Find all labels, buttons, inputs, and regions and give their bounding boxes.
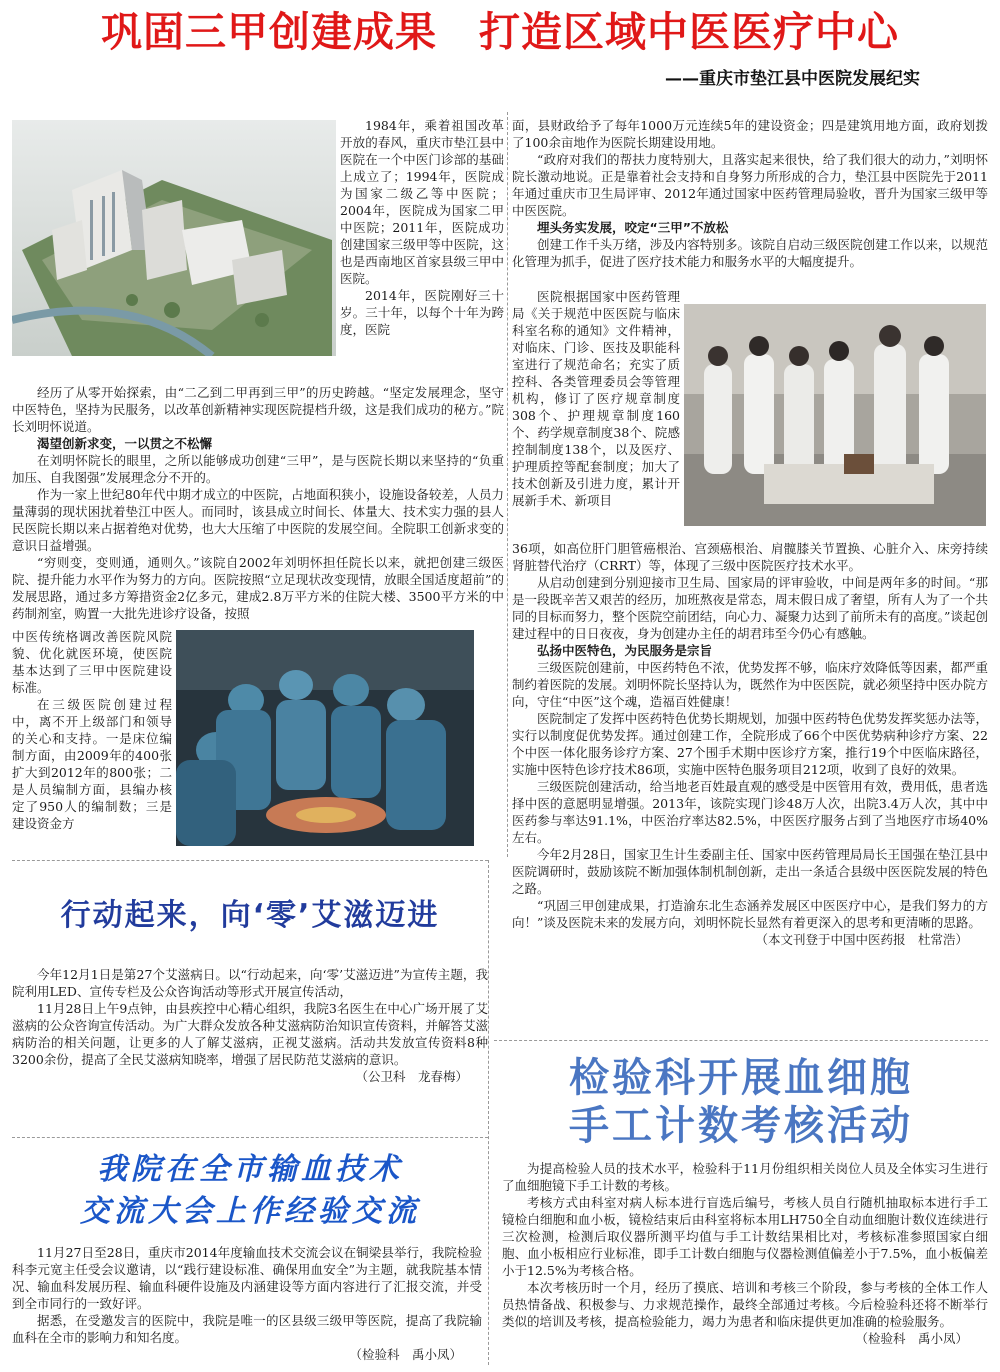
column-divider-lower — [488, 860, 489, 1365]
paragraph: 11月28日上午9点钟，由县疾控中心精心组织，我院3名医生在中心广场开展了艾滋病的公众咨询宣传活动。为广大群众发放各种艾滋病防治知识宣传资料，并解答艾滋病防治的相关问题，让更多的人了解艾滋病，正视艾滋病。活动共发放宣传资料8种3200余份，提高了全民艾滋病知晓率，增强了居民防范艾滋病的意识。 — [12, 1001, 488, 1067]
paragraph: “穷则变，变则通，通则久。”该院自2002年刘明怀担任院长以来，就把创建三级医院、提升能力水平作为努力的方向。医院按照“立足现状改变现情，放眼全国适度超前”的发展思路，通过多方筹措资金2亿多元，建成2.8万平方米的住院大楼、3500平方米的中药制剂室，购置一大批先进诊疗设备，按照 — [12, 555, 504, 621]
paragraph: 经历了从零开始探索，由“二乙到二甲再到三甲”的历史跨越。“坚定发展理念，坚守中医特色，坚持为民服务，以改革创新精神实现医院提档升级，这是我们成功的秘方。”院长刘明怀说道。 — [12, 385, 504, 434]
byline: （检验科 禹小凤） — [349, 1347, 462, 1362]
paragraph: 36项，如高位肝门胆管癌根治、宫颈癌根治、肩髋膝关节置换、心脏介入、床旁持续肾脏替代治疗（CRRT）等，体现了三级中医院医疗技术水平。 — [512, 541, 988, 573]
section-heading: 埋头务实发展，咬定“三甲”不放松 — [537, 220, 729, 235]
col2-wrap-text — [512, 288, 680, 538]
lab-article-body — [502, 1160, 988, 1370]
paragraph: 医院制定了发挥中医药特色优势长期规划，加强中医药特色优势发挥奖惩办法等，实行以制度促优势发挥。通过创建工作，全院形成了66个中医优势病种诊疗方案、22个中医一体化服务诊疗方案、27个围手术期中医诊疗方案，推行19个中医临床路径，实施中医特色诊疗技术86项，实施中医特色服务项目212项，收到了良好的效果。 — [512, 711, 988, 777]
paragraph: 创建工作千头万绪，涉及内容特别多。该院自启动三级医院创建工作以来，以规范化管理为抓手，促进了医疗技术能力和服务水平的大幅度提升。 — [512, 237, 988, 269]
paragraph: 中医传统格调改善医院风院貌、优化就医环境，使医院基本达到了三甲中医院建设标准。 — [12, 629, 172, 695]
paragraph: 面，县财政给予了每年1000万元连续5年的建设资金；四是建筑用地方面，政府划拨了100余亩地作为医院长期建设用地。 — [512, 118, 988, 150]
blood-article-title-line1: 我院在全市输血技术 — [97, 1152, 403, 1187]
paragraph: 在刘明怀院长的眼里，之所以能够成功创建“三甲”，是与医院长期以来坚持的“负重加压、自我图强”发展理念分不开的。 — [12, 453, 504, 485]
paragraph: 从启动创建到分别迎接市卫生局、国家局的评审验收，中间是两年多的时间。“那是一段既辛苦又艰苦的经历，加班熬夜是常态，周末假日成了奢望，所有人为了一个共同的目标而努力，整个医院空前团结，向心力、凝聚力达到了前所未有的高度。”谈起创建过程中的日日夜夜，身为创建办主任的胡君玮至今仍心有感触。 — [512, 575, 988, 641]
paragraph: 11月27日至28日，重庆市2014年度输血技术交流会议在铜梁县举行，我院检验科李元宽主任受会议邀请，以“践行建设标准、确保用血安全”为主题，就我院基本情况、输血科发展历程、输血科硬件设施及内涵建设等方面内容进行了汇报交流，并受到全市同行的一致好评。 — [12, 1245, 482, 1311]
paragraph: “政府对我们的帮扶力度特别大，且落实起来很快，给了我们很大的动力，”刘明怀院长激动地说。正是靠着社会支持和自身努力所形成的合力，垫江县中医院先于2011年通过重庆市卫生局评审、2012年通过国家中医药管理局验收，晋升为国家三级甲等中医医院。 — [512, 152, 988, 218]
paragraph: “巩固三甲创建成果，打造渝东北生态涵养发展区中医医疗中心，是我们努力的方向！”谈及医院未来的发展方向，刘明怀院长显然有着更深入的思考和更清晰的思路。 — [512, 898, 988, 930]
lab-article-title-line2: 手工计数考核活动 — [569, 1103, 913, 1149]
paragraph: 作为一家上世纪80年代中期才成立的中医院，占地面积狭小，设施设备较差，人员力量薄弱的现状困扰着垫江中医人。而同时，该县成立时间长、体量大、技术实力强的县人民医院长期以来占据着绝对优势，也大大压缩了中医院的发展空间。全院职工创新求变的意识日益增强。 — [12, 487, 504, 553]
surgery-team-image — [176, 630, 474, 846]
hospital-aerial-image — [12, 120, 336, 356]
aids-article-title: 行动起来，向‘零’艾滋迈进 — [60, 898, 440, 933]
aids-article-body — [12, 966, 488, 1126]
section-divider-3 — [494, 1040, 988, 1041]
paragraph: 在三级医院创建过程中，离不开上级部门和领导的关心和支持。一是床位编制方面，由2009年的400张扩大到2012年的800张；二是人员编制方面，县编办核定了950人的编制数；三是建设资金方 — [12, 697, 172, 831]
paragraph: 考核方式由科室对病人标本进行盲选后编号，考核人员自行随机抽取标本进行手工镜检白细胞和血小板，镜检结束后由科室将标本用LH750全自动血细胞计数仪连续进行三次检测，检测后取仪器所测平均值与手工计数结果相比对，考核标准参照国家白细胞、血小板相应行业标准，即手工计数白细胞与仪器检测值偏差小于7.5%，血小板偏差小于12.5%为考核合格。 — [502, 1195, 988, 1278]
paragraph: 本次考核历时一个月，经历了摸底、培训和考核三个阶段，参与考核的全体工作人员热情备战、积极参与、力求规范操作，最终全部通过考核。今后检验科还将不断举行类似的培训及考核，提高检验能力，竭力为患者和临床提供更加准确的检验服务。 — [502, 1280, 988, 1329]
section-divider-1 — [12, 860, 488, 861]
paragraph: 为提高检验人员的技术水平，检验科于11月份组织相关岗位人员及全体实习生进行了血细胞镜下手工计数的考核。 — [502, 1161, 988, 1193]
paragraph: 1984年，乘着祖国改革开放的春风，重庆市垫江县中医院在一个中医门诊部的基础上成立了；1994年，医院成为国家二级乙等中医院；2004年，医院成为国家二甲中医院；2011年，医院成功创建国家三级甲等中医院，这也是西南地区首家县级三甲中医院。 — [340, 118, 504, 286]
col1-mid-text — [12, 384, 504, 628]
column-divider — [507, 112, 508, 857]
paragraph: 三级医院创建前，中医药特色不浓，优势发挥不够，临床疗效降低等因素，都严重制约着医院的发展。刘明怀院长坚持认为，既然作为中医医院，就必须坚持中医办院方向，守住“中医”这个魂，造福百姓健康！ — [512, 660, 988, 709]
col2-top-text — [512, 117, 988, 287]
byline: （公卫科 龙春梅） — [355, 1069, 468, 1084]
col1-top-text — [340, 117, 504, 383]
paragraph: 医院根据国家中医药管理局《关于规范中医医院与临床科室名称的通知》文件精神，对临床、门诊、医技及职能科室进行了规范命名；充实了质控科、各类管理委员会等管理机构，修订了医疗规章制度308个、护理规章制度160个、药学规章制度38个、院感控制制度138个，以及医疗、护理质控等配套制度；加大了技术创新及引进力度，累计开展新手术、新项目 — [512, 289, 680, 508]
byline: （检验科 禹小凤） — [855, 1331, 968, 1346]
main-headline: 巩固三甲创建成果 打造区域中医医疗中心 — [101, 8, 899, 56]
paragraph: 2014年，医院刚好三十岁。三十年，以每个十年为跨度，医院 — [340, 288, 504, 337]
col2-bottom-text — [512, 540, 988, 1028]
section-heading: 渴望创新求变，一以贯之不松懈 — [37, 436, 213, 451]
byline: （本文刊登于中国中医药报 杜常浩） — [755, 932, 968, 947]
col1-wrap-text — [12, 628, 172, 852]
section-heading: 弘扬中医特色，为民服务是宗旨 — [537, 643, 713, 658]
blood-article-title-line2: 交流大会上作经验交流 — [80, 1194, 420, 1229]
paragraph: 据悉，在受邀发言的医院中，我院是唯一的区县级三级甲等医院，提高了我院输血科在全市的影响力和知名度。 — [12, 1313, 482, 1345]
paragraph: 今年12月1日是第27个艾滋病日。以“行动起来，向‘零’艾滋迈进”为宣传主题，我院利用LED、宣传专栏及公众咨询活动等形式开展宣传活动， — [12, 967, 488, 999]
paragraph: 三级医院创建活动，给当地老百姓最直观的感受是中医管用有效，费用低，患者选择中医的意愿明显增强。2013年，该院实现门诊48万人次，出院3.4万人次，其中中医药参与率达91.1%，中医治疗率达82.5%，中医医疗服务占到了当地医疗市场40%左右。 — [512, 779, 988, 845]
main-subheadline: ——重庆市垫江县中医院发展纪实 — [665, 69, 920, 89]
lab-article-title-line1: 检验科开展血细胞 — [569, 1055, 913, 1101]
paragraph: 今年2月28日，国家卫生计生委副主任、国家中医药管理局局长王国强在垫江县中医院调研时，鼓励该院不断加强体制机制创新，走出一条适合县级中医医院发展的特色之路。 — [512, 847, 988, 896]
ward-rounds-image — [684, 304, 986, 526]
blood-article-body — [12, 1244, 482, 1370]
section-divider-2 — [12, 1137, 488, 1138]
